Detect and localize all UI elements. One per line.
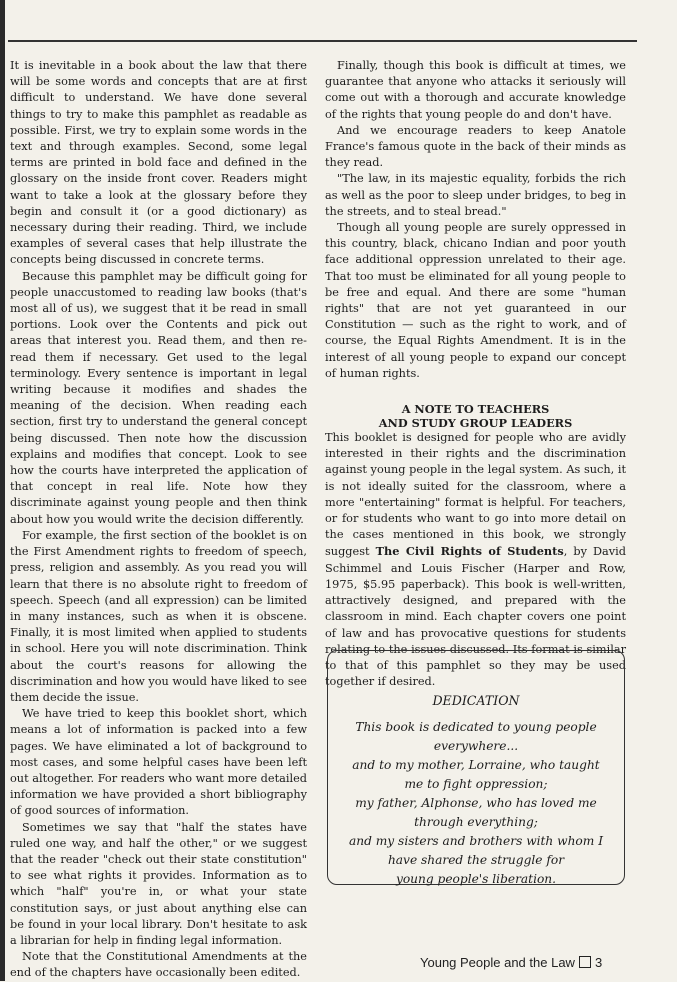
book-title: The Civil Rights of Students	[375, 544, 564, 559]
binding-edge	[0, 0, 5, 981]
dedication-line: everywhere...	[433, 739, 519, 753]
paragraph: For example, the first section of the booklet is on the First Amendment rights to freedom of speech, press, religion and assembly. As you read you will learn that there is no absolute right to freedom of speech. Speech (and all expression) can be limited in many instances, such as when it is obscene. Finally, it is most limited when applied to students in school. Here you will note discrimination. Think about the court's reasons for allowing the discrimination and how you would have liked to see them decide the issue.	[10, 528, 307, 704]
paragraph: Note that the Constitutional Amendments at the end of the chapters have occasionally been edited.	[10, 950, 307, 980]
paragraph: Finally, though this book is difficult at times, we guarantee that anyone who attacks it seriously will come out with a thorough and accurate knowledge of the rights that young people do and don't have.	[325, 59, 626, 121]
square-bullet-icon	[579, 956, 591, 968]
dedication-title: DEDICATION	[432, 693, 520, 708]
paragraph: Because this pamphlet may be difficult going for people unaccustomed to reading law books (that's most all of us), we suggest that it be read in small portions. Look over the Contents and pick out areas that interest you. Read them, and then re-read them if necessary. Get used to the legal terminology. Every sentence is important in legal writing because it modifies and shades the meaning of the decision. When reading each section, first try to understand the general concept being discussed. Then note how the discussion explains and modifies that concept. Look to see how the courts have interpreted the application of that concept in real life. Note how they discriminate against young people and then think about how you would write the decision differently.	[10, 269, 307, 526]
dedication-box	[327, 650, 625, 885]
dedication-line: young people's liberation.	[395, 872, 557, 886]
teachers-text-before: This booklet is designed for people who are avidly interested in their rights and the discrimination against young people in the legal system. As such, it is not ideally suited for the classroom, where a more "entertaining" format is helpful. For teachers, or for students who want to go into more detail on the cases mentioned in this book, we strongly suggest	[325, 431, 626, 559]
dedication-line: have shared the struggle for	[387, 853, 565, 867]
dedication-line: and to my mother, Lorraine, who taught	[352, 758, 600, 772]
paragraph: It is inevitable in a book about the law that there will be some words and concepts that are at first difficult to understand. We have done several things to try to make this pamphlet as readable as possible. First, we try to explain some words in the text and through examples. Second, some legal terms are printed in bold face and defined in the glossary on the inside front cover. Readers might want to take a look at the glossary before they begin and consult it (or a good dictionary) as necessary during their reading. Third, we include examples of several cases that help illustrate the concepts being discussed in concrete terms.	[10, 59, 307, 267]
paragraph: We have tried to keep this booklet short, which means a lot of information is packed into a few pages. We have eliminated a lot of background to most cases, and some helpful cases have been left out altogether. For readers who want more detailed information we have provided a short bibliography of good sources of information.	[10, 707, 307, 818]
quote-paragraph: "The law, in its majestic equality, forbids the rich as well as the poor to sleep under bridges, to beg in the streets, and to steal bread."	[325, 172, 626, 218]
left-column	[10, 58, 307, 982]
dedication-line: This book is dedicated to young people	[355, 720, 597, 734]
dedication-line: me to fight oppression;	[404, 777, 548, 791]
section-heading	[325, 402, 626, 430]
heading-line: AND STUDY GROUP LEADERS	[378, 416, 573, 431]
paragraph: Sometimes we say that "half the states have ruled one way, and half the other," or we suggest that the reader "check out their state constitution" to see what rights it provides. Information as to which "half" you're in, or what your state constitution says, or just about anything else can be found in your local library. Don't hesitate to ask a librarian for help in finding legal information.	[10, 820, 307, 947]
page-number: 3	[594, 955, 603, 970]
dedication-line: through everything;	[414, 815, 538, 829]
dedication-line: my father, Alphonse, who has loved me	[355, 796, 597, 810]
footer-title: Young People and the Law	[420, 955, 575, 970]
heading-line: A NOTE TO TEACHERS	[401, 402, 550, 417]
dedication-line: and my sisters and brothers with whom I	[348, 834, 604, 848]
teachers-text-after: , by David Schimmel and Louis Fischer (Harper and Row, 1975, $5.95 paperback). This book is well-written, attractively designed, and prepared with the classroom in mind. Each chapter covers one point of law and has provocative questions for students relating to the issues discussed. Its format is similar to that of this pamphlet so they may be used together if desired.	[325, 545, 627, 689]
page-footer	[420, 955, 602, 970]
top-rule	[8, 40, 637, 42]
paragraph: Though all young people are surely oppressed in this country, black, chicano Indian and poor youth face additional oppression unrelated to their age. That too must be eliminated for all young people to be free and equal. And there are some "human rights" that are not yet guaranteed in our Constitution — such as the right to work, and of course, the Equal Rights Amendment. It is in the interest of all young people to expand our concept of human rights.	[325, 221, 626, 380]
paragraph: And we encourage readers to keep Anatole France's famous quote in the back of their minds as they read.	[325, 123, 626, 170]
right-column	[325, 58, 626, 690]
